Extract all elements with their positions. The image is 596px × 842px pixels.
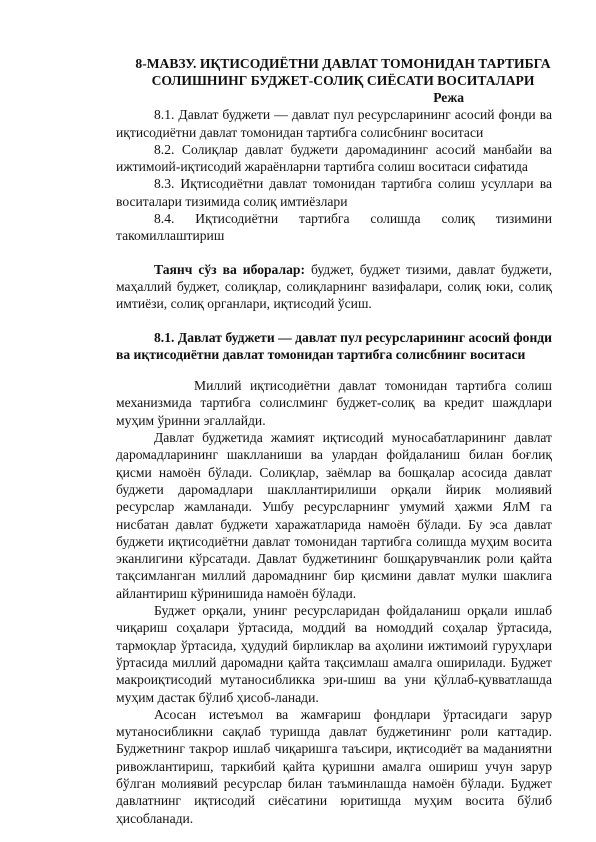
body-paragraph: Давлат буджетида жамият иқтисодий муносабатларининг давлат даромадларининг шаклланиши ва улардан фойдаланиш билан боғлиқ қисми намоён бўлади. Солиқлар, заёмлар ва бошқалар асосида давлат буджети даромадлари шакллантирилиши орқали йирик молиявий ресурслар жамланади. Ушбу ресурсларнинг умумий ҳажми ЯлМ га нисбатан давлат буджети харажатларида намоён бўлади. Бу эса давлат буджети иқтисодиётни давлат томонидан тартибга солишда муҳим восита эканлигини кўрсатади. Давлат буджетининг бошқарувчанлик роли қайта тақсимланган миллий даромаднинг бир қисмини давлат мулки шаклига айлантириш кўринишида намоён бўлади. [116,430,552,601]
plan-item: 8.2. Солиқлар давлат буджети даромадининг асосий манбайи ва ижтимоий-иқтисодий жараёнларни тартибга солиш воситаси сифатида [116,141,552,175]
body-paragraph: Миллий иқтисодиётни давлат томонидан тартибга солиш механизмида тартибга солислминг буджет-солиқ ва кредит шаждлари муҳим ўринни эгаллайди. [116,378,552,428]
section-heading: 8.1. Давлат буджети — давлат пул ресурсларининг асосий фонди ва иқтисодиётни давлат томонидан тартибга солисбнинг воситаси [116,329,552,362]
chapter-title: 8-МАВЗУ. ИҚТИСОДИЁТНИ ДАВЛАТ ТОМОНИДАН ТАРТИБГА СОЛИШНИНГ БУДЖЕТ-СОЛИҚ СИЁСАТИ ВОСИТАЛАРИ [135,56,551,88]
plan-item: 8.4. Иқтисодиётни тартибга солишда солиқ тизимини такомиллаштириш [116,211,552,244]
keywords-label: Таянч сўз ва иборалар: [154,261,305,277]
document-page [116,38,552,827]
keywords-paragraph [116,261,552,313]
plan-item: 8.3. Иқтисодиётни давлат томонидан тартибга солиш усуллари ва воситалари тизимида солиқ имтиёзлари [116,176,552,209]
plan-heading: Режа [433,90,464,105]
keywords-text: буджет, буджет тизими, давлат буджети, маҳаллий буджет, солиқлар, солиқларнинг вазифалари, солиқ юки, солиқ имтиёзи, солиқ органлари, иқтисодий ўсиш. [116,261,552,312]
plan-item: 8.1. Давлат буджети — давлат пул ресурсларининг асосий фонди ва иқтисодиётни давлат томонидан тартибга солисбнинг воситаси [116,107,552,140]
body-paragraph: Буджет орқали, унинг ресурсларидан фойдаланиш орқали ишлаб чиқариш соҳалари ўртасида, моддий ва номоддий соҳалар ўртасида, тармоқлар ўртасида, ҳудудий бирликлар ва аҳолини ижтимоий гуруҳлари ўртасида миллий даромадни қайта тақсимлаш амалга оширилади. Буджет макроиқтисодий мутаносибликка эри-шиш ва уни қўллаб-қувватлашда муҳим дастак бўлиб ҳисоб-ланади. [116,603,552,705]
body-paragraph: Асосан истеъмол ва жамғариш фондлари ўртасидаги зарур мутаносибликни сақлаб туришда давлат буджетининг роли каттадир. Буджетнинг такрор ишлаб чиқаришга таъсири, иқтисодиёт ва маданиятни ривожлантириш, таркибий қайта қуришни амалга ошириш учун зарур бўлган молиявий ресурслар билан таъминлашда намоён бўлади. Буджет давлатнинг иқтисодий сиёсатини юритишда муҳим восита бўлиб ҳисобланади. [116,706,552,826]
